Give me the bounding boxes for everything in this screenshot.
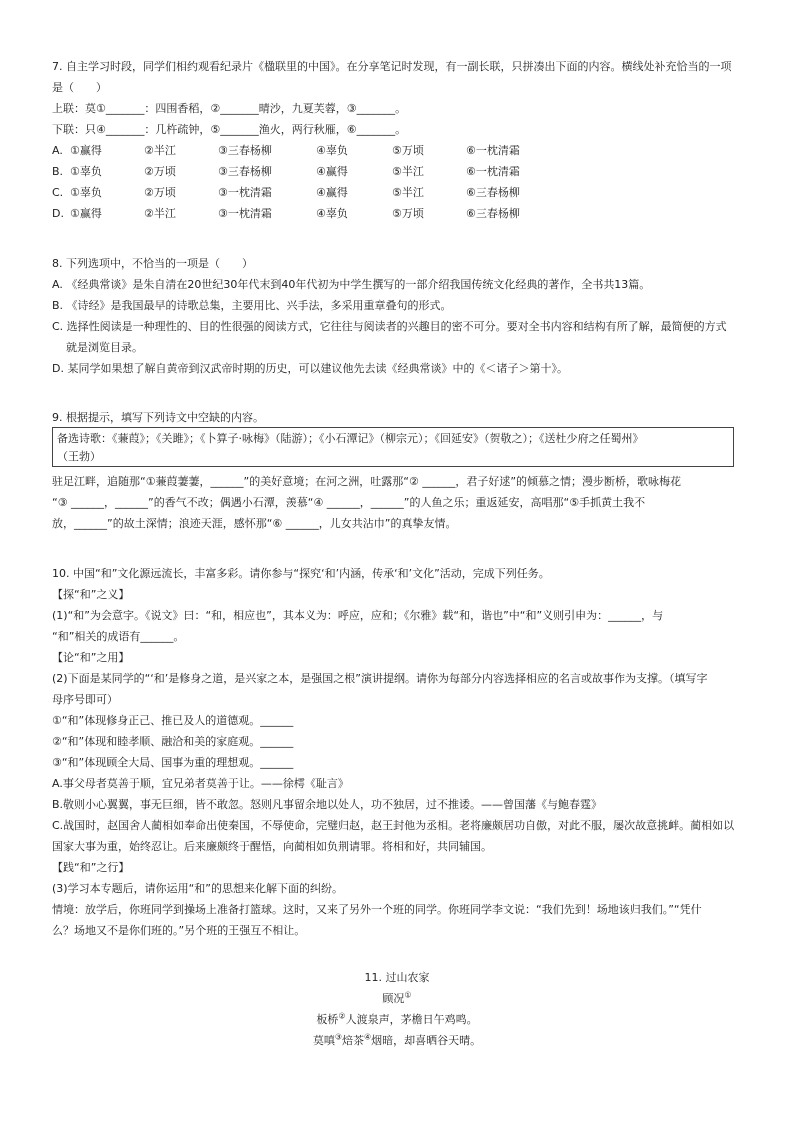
q9-passage-line2: “③ ______，______”的香气不改；偶遇小石潭，羡慕“④ ______，______”的人鱼之乐；重返延安，高唱那“⑤手抓黄土我不 [52,496,646,509]
q10-task2-line2: 母序号即可） [52,693,118,706]
note-marker: ③ [334,1032,342,1042]
q7-stem-line1: 7. 自主学习时段，同学们相约观看纪录片《楹联里的中国》。在分享笔记时发现，有一副长联，只拼凑出下面的内容。横线处补充恰当的一项 [52,60,732,73]
q11-poem-line1: 板桥②人渡泉声，茅檐日午鸡鸣。 [316,1011,478,1026]
q9-stem: 9. 根据提示，填写下列诗文中空缺的内容。 [52,411,264,424]
q9-passage-line3: 放，______”的故土深情；浪迹天涯，感怀那“⑥ ______，儿女共沾巾”的真挚友情。 [52,517,457,530]
q10-story-c-line1: C.战国时，赵国舍人蔺相如奉命出使秦国，不辱使命，完璧归赵，赵王封他为丞相。老将廉颇居功自傲，对此不服，屡次故意挑衅。蔺相如以 [52,819,735,832]
q10-scenario-line1: 情境：放学后，你班同学到操场上准备打篮球。这时，又来了另外一个班的同学。你班同学李文说：“我们先到！场地该归我们。”“凭什 [52,903,702,916]
note-marker: ② [338,1011,346,1021]
q8-option-d: D. 某同学如果想了解自黄帝到汉武帝时期的历史，可以建议他先去读《经典常谈》中的《＜诸子＞第十》。 [52,362,568,375]
q11-poem-line2: 莫嗔③焙茶④烟暗，却喜晒谷天晴。 [312,1032,482,1047]
note-marker: ④ [364,1032,372,1042]
q10-outline-item1: ①“和”体现修身正己、推已及人的道德观。______ [52,714,294,727]
q8-option-c-line1: C. 选择性阅读是一种理性的、目的性很强的阅读方式，它往往与阅读者的兴趣目的密不可分。要对全书内容和结构有所了解，最简便的方式 [52,320,727,333]
q10-heading-meaning: 【探“和”之义】 [52,588,130,601]
q10-outline-item3: ③“和”体现顾全大局、国事为重的理想观。______ [52,756,294,769]
q8-stem: 8. 下列选项中，不恰当的一项是（ ） [52,257,253,270]
q8-option-a: A. 《经典常谈》是朱自清在20世纪30年代末到40年代初为中学生撰写的一部介绍我国传统文化经典的著作，全书共13篇。 [52,278,651,291]
q9-poem-list-box [52,427,734,467]
q10-quote-a: A.事父母者莫善于顺，宜兄弟者莫善于让。——徐樗《耻言》 [52,777,349,790]
q10-task2-line1: (2)下面是某同学的“‘和’是修身之道，是兴家之本，是强国之根”演讲提纲。请你为每部分内容选择相应的名言或故事作为支撑。（填写字 [52,672,708,685]
note-marker: ① [404,990,412,1000]
q10-task1-line2: “和”相关的成语有______。 [52,630,185,643]
q11-poem-title: 11. 过山农家 [364,971,430,984]
q10-quote-b: B.敬则小心翼翼，事无巨细，皆不敢忽。怒则凡事留余地以处人，功不独居，过不推诿。——曾国藩《与鲍春霆》 [52,798,603,811]
q10-scenario-line2: 么？场地又不是你们班的。”另个班的王强互不相让。 [52,924,306,937]
q9-poem-list-line1: 备选诗歌：《蒹葭》；《关雎》；《卜算子·咏梅》（陆游）；《小石潭记》（柳宗元）；《回延安》（贺敬之）；《送杜少府之任蜀州》 [57,432,644,445]
q8-option-b: B. 《诗经》是我国最早的诗歌总集，主要用比、兴手法，多采用重章叠句的形式。 [52,299,452,312]
q11-poem-author: 顾况① [382,990,412,1005]
q10-task1-line1: (1)“和”为会意字。《说文》曰：“和，相应也”，其本义为：呼应，应和；《尔雅》载“和，谐也”中“和”义则引申为：______，与 [52,609,664,622]
q9-passage-line1: 驻足江畔，追随那“①蒹葭萋萋，______”的美好意境；在河之洲，吐露那“② ______，君子好逑”的倾慕之情；漫步断桥，歌咏梅花 [52,475,682,488]
q7-lower-couplet: 下联：只④_______：几杵疏钟，⑤_______渔火，两行秋雁，⑥_______。 [52,123,407,136]
q10-stem: 10. 中国“和”文化源远流长，丰富多彩。请你参与“探究‘和’内涵，传承‘和’文化”活动，完成下列任务。 [52,567,550,580]
q8-option-c-line2: 就是浏览目录。 [66,341,143,354]
q10-heading-use: 【论“和”之用】 [52,651,130,664]
q10-task3: (3)学习本专题后，请你运用“和”的思想来化解下面的纠纷。 [52,882,343,895]
q7-stem-line2: 是（ ） [52,81,107,94]
q10-story-c-line2: 国家大事为重，始终忍让。后来廉颇终于醒悟，向蔺相如负荆请罪。将相和好，共同辅国。 [52,840,492,853]
q9-poem-list-line2: （王勃） [57,450,101,463]
q10-outline-item2: ②“和”体现和睦孝顺、融洽和美的家庭观。______ [52,735,294,748]
q7-upper-couplet: 上联：莫①_______：四围香稻，②_______晴沙，九夏芙蓉，③_______。 [52,102,407,115]
exam-page: 7. 自主学习时段，同学们相约观看纪录片《楹联里的中国》。在分享笔记时发现，有一副长联，只拼凑出下面的内容。横线处补充恰当的一项 是（ ） 上联：莫①_______：四围香稻，②_______晴沙，九夏芙蓉，③_______。 下联：只④_______：几杵疏钟，⑤_______渔火，两行秋雁，⑥_______。 A. ①赢得 ②半江 ③三春杨柳 ④辜负 ⑤万顷 ⑥一枕清霜 B. ①辜负 ②万顷 ③三春杨柳 ④赢得 ⑤半江 ⑥一枕清霜 C. ①辜负 ②万顷 ③一枕清霜 ④赢得 ⑤半江 ⑥三春杨柳 D. ①赢得 ②半江 ③一枕清霜 ④辜负 ⑤万顷 ⑥三春杨柳 8. 下列选项中，不恰当的一项是（ ） A. 《经典常谈》是朱自清在20世纪30年代末到40年代初为中学生撰写的一部介绍我国传统文化经典的著作，全书共13篇。 B. 《诗经》是我国最早的诗歌总集，主要用比、兴手法，多采用重章叠句的形式。 C. 选择性阅读是一种理性的、目的性很强的阅读方式，它往往与阅读者的兴趣目的密不可分。要对全书内容和结构有所了解，最简便的方式 就是浏览目录。 D. 某同学如果想了解自黄帝到汉武帝时期的历史，可以建议他先去读《经典常谈》中的《＜诸子＞第十》。 9. 根据提示，填写下列诗文中空缺的内容。 备选诗歌：《蒹葭》；《关雎》；《卜算子·咏梅》（陆游）；《小石潭记》（柳宗元）；《回延安》（贺敬之）；《送杜少府之任蜀州》 （王勃） 驻足江畔，追随那“①蒹葭萋萋，______”的美好意境；在河之洲，吐露那“② ______，君子好逑”的倾慕之情；漫步断桥，歌咏梅花 “③ ______，______”的香气不改；偶遇小石潭，羡慕“④ ______，______”的人鱼之乐；重返延安，高唱那“⑤手抓黄土我不 放，______”的故土深情；浪迹天涯，感怀那“⑥ ______，儿女共沾巾”的真挚友情。 10. 中国“和”文化源远流长，丰富多彩。请你参与“探究‘和’内涵，传承‘和’文化”活动，完成下列任务。 【探“和”之义】 (1)“和”为会意字。《说文》曰：“和，相应也”，其本义为：呼应，应和；《尔雅》载“和，谐也”中“和”义则引申为：______，与 “和”相关的成语有______。 【论“和”之用】 (2)下面是某同学的“‘和’是修身之道，是兴家之本，是强国之根”演讲提纲。请你为每部分内容选择相应的名言或故事作为支撑。（填写字 母序号即可） ①“和”体现修身正己、推已及人的道德观。______ ②“和”体现和睦孝顺、融洽和美的家庭观。______ ③“和”体现顾全大局、国事为重的理想观。______ A.事父母者莫善于顺，宜兄弟者莫善于让。——徐樗《耻言》 B.敬则小心翼翼，事无巨细，皆不敢忽。怒则凡事留余地以处人，功不独居，过不推诿。——曾国藩《与鲍春霆》 C.战国时，赵国舍人蔺相如奉命出使秦国，不辱使命，完璧归赵，赵王封他为丞相。老将廉颇居功自傲，对此不服，屡次故意挑衅。蔺相如以 国家大事为重，始终忍让。后来廉颇终于醒悟，向蔺相如负荆请罪。将相和好，共同辅国。 【践“和”之行】 (3)学习本专题后，请你运用“和”的思想来化解下面的纠纷。 情境：放学后，你班同学到操场上准备打篮球。这时，又来了另外一个班的同学。你班同学李文说：“我们先到！场地该归我们。”“凭什 么？场地又不是你们班的。”另个班的王强互不相让。 11. 过山农家 顾况① 板桥②人渡泉声，茅檐日午鸡鸣。 莫嗔③焙茶④烟暗，却喜晒谷天晴。 [0,0,794,1124]
q10-heading-practice: 【践“和”之行】 [52,861,130,874]
